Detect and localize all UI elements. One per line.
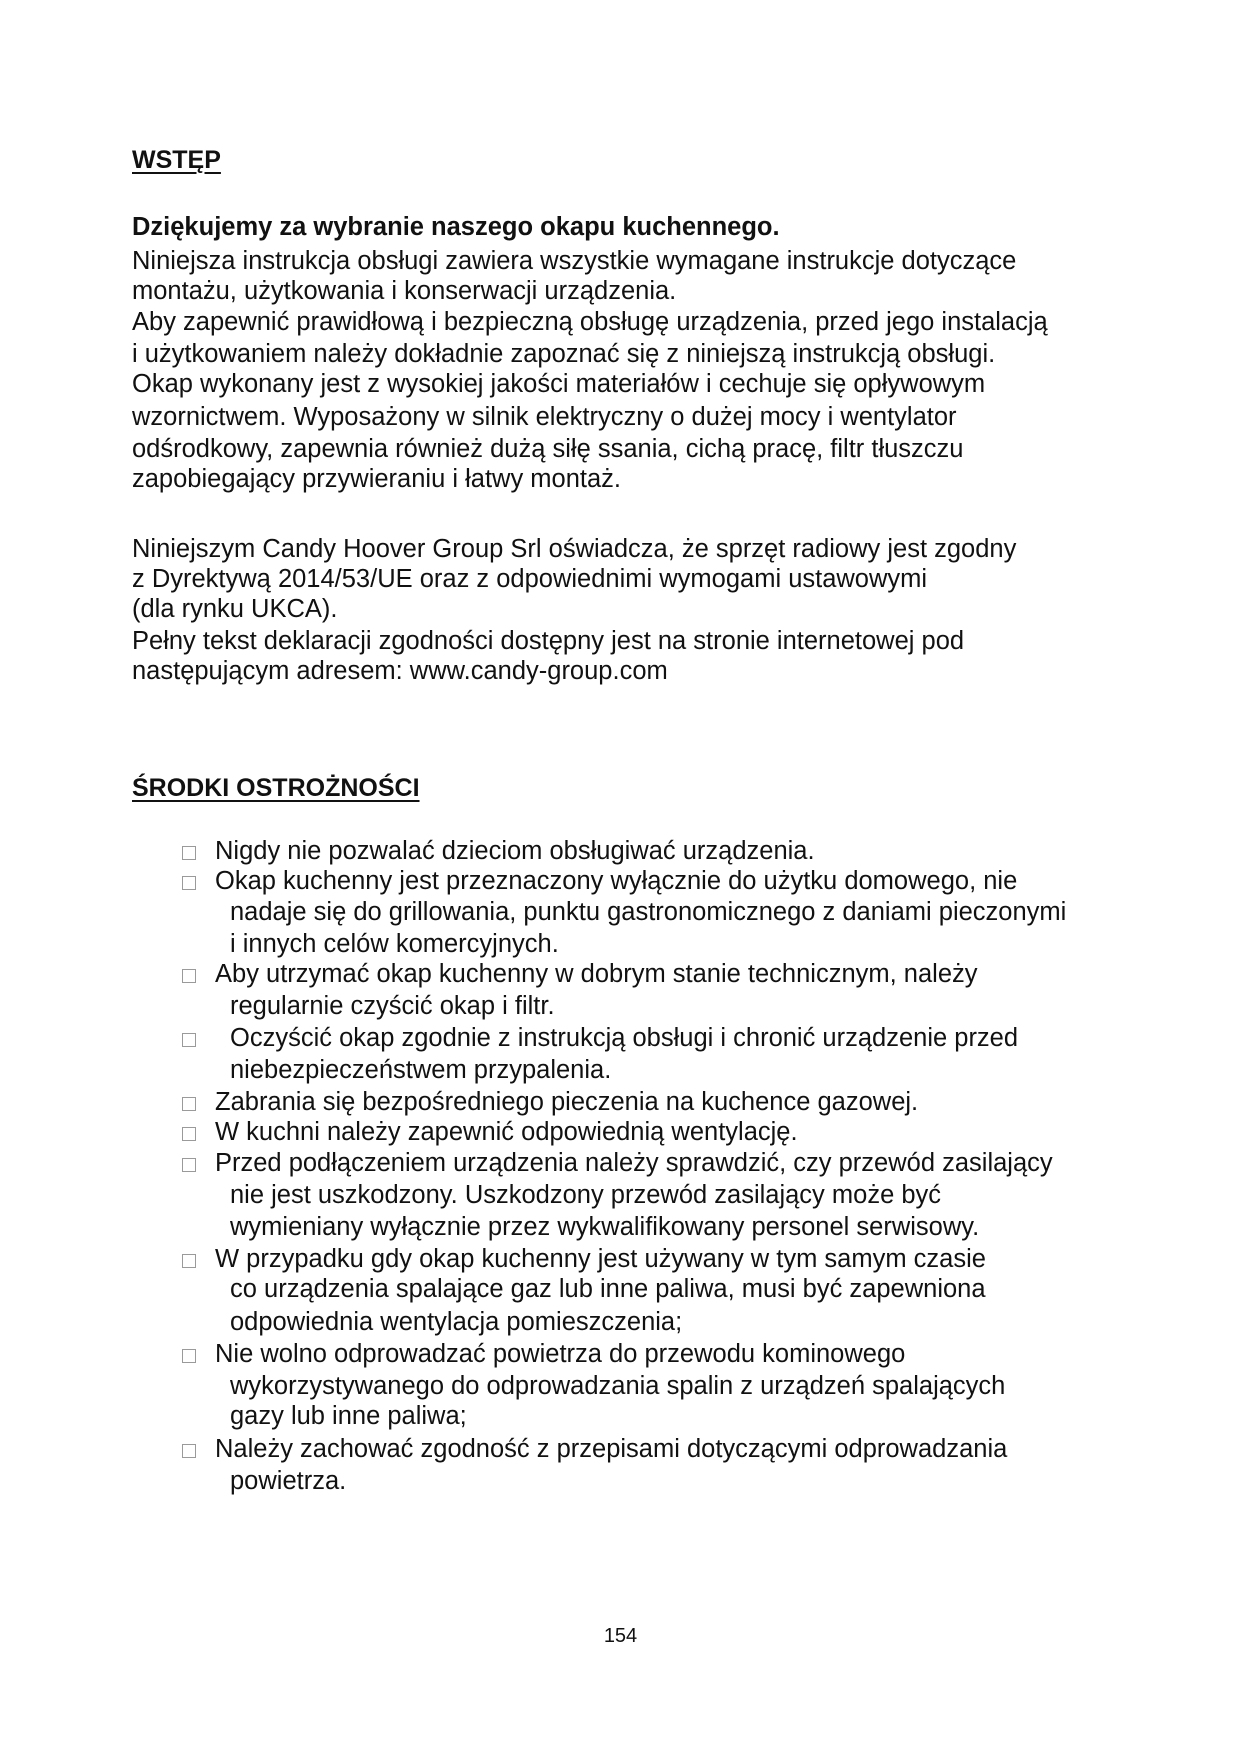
precaution-item-line: nie jest uszkodzony. Uszkodzony przewód zasilający może być bbox=[230, 1181, 942, 1209]
bullet-box bbox=[182, 876, 196, 890]
precaution-item-line: Zabrania się bezpośredniego pieczenia na kuchence gazowej. bbox=[215, 1088, 919, 1116]
intro-para2-line: następującym adresem: www.candy-group.com bbox=[132, 657, 668, 685]
intro-para2-line: z Dyrektywą 2014/53/UE oraz z odpowiednimi wymogami ustawowymi bbox=[132, 565, 928, 593]
precaution-item-line: Nigdy nie pozwalać dzieciom obsługiwać urządzenia. bbox=[215, 837, 815, 865]
intro-para1-line: wzornictwem. Wyposażony w silnik elektryczny o dużej mocy i wentylator bbox=[132, 403, 957, 431]
precaution-item-line: gazy lub inne paliwa; bbox=[230, 1402, 467, 1430]
intro-para1-line: Aby zapewnić prawidłową i bezpieczną obsługę urządzenia, przed jego instalacją bbox=[132, 308, 1048, 336]
precaution-item-line: regularnie czyścić okap i filtr. bbox=[230, 992, 555, 1020]
intro-para2-line: (dla rynku UKCA). bbox=[132, 595, 338, 623]
precaution-item-line: W kuchni należy zapewnić odpowiednią wentylację. bbox=[215, 1118, 798, 1146]
precaution-item-line: i innych celów komercyjnych. bbox=[230, 930, 559, 958]
bullet-box bbox=[182, 1349, 196, 1363]
intro-para2-line: Pełny tekst deklaracji zgodności dostępny jest na stronie internetowej pod bbox=[132, 627, 965, 655]
bullet-box bbox=[182, 969, 196, 983]
precautions-heading: ŚRODKI OSTROŻNOŚCI bbox=[132, 774, 420, 802]
bullet-box bbox=[182, 1158, 196, 1172]
precaution-item-line: wykorzystywanego do odprowadzania spalin z urządzeń spalających bbox=[230, 1372, 1006, 1400]
intro-para1-line: Okap wykonany jest z wysokiej jakości materiałów i cechuje się opływowym bbox=[132, 370, 986, 398]
precaution-item-line: wymieniany wyłącznie przez wykwalifikowany personel serwisowy. bbox=[230, 1213, 980, 1241]
intro-para1-line: i użytkowaniem należy dokładnie zapoznać się z niniejszą instrukcją obsługi. bbox=[132, 340, 996, 368]
bullet-box bbox=[182, 1254, 196, 1268]
precaution-item-line: Przed podłączeniem urządzenia należy sprawdzić, czy przewód zasilający bbox=[215, 1149, 1053, 1177]
intro-para1-line: odśrodkowy, zapewnia również dużą siłę ssania, cichą pracę, filtr tłuszczu bbox=[132, 435, 964, 463]
precaution-item-line: nadaje się do grillowania, punktu gastronomicznego z daniami pieczonymi bbox=[230, 898, 1067, 926]
precaution-item-line: W przypadku gdy okap kuchenny jest używany w tym samym czasie bbox=[215, 1245, 986, 1273]
precaution-item-line: odpowiednia wentylacja pomieszczenia; bbox=[230, 1308, 683, 1336]
page-number: 154 bbox=[603, 1625, 638, 1647]
intro-heading: WSTĘP bbox=[132, 146, 221, 174]
precaution-item-line: Należy zachować zgodność z przepisami dotyczącymi odprowadzania bbox=[215, 1435, 1008, 1463]
precaution-item-line: Aby utrzymać okap kuchenny w dobrym stanie technicznym, należy bbox=[215, 960, 978, 988]
intro-para2-line: Niniejszym Candy Hoover Group Srl oświadcza, że sprzęt radiowy jest zgodny bbox=[132, 535, 1017, 563]
bullet-box bbox=[182, 1444, 196, 1458]
intro-para1-line: Niniejsza instrukcja obsługi zawiera wszystkie wymagane instrukcje dotyczące bbox=[132, 247, 1017, 275]
precaution-item-line: Nie wolno odprowadzać powietrza do przewodu kominowego bbox=[215, 1340, 906, 1368]
precaution-item-line: Oczyścić okap zgodnie z instrukcją obsługi i chronić urządzenie przed bbox=[230, 1024, 1019, 1052]
precaution-item-line: Okap kuchenny jest przeznaczony wyłącznie do użytku domowego, nie bbox=[215, 867, 1018, 895]
bullet-box bbox=[182, 1097, 196, 1111]
intro-thanks: Dziękujemy za wybranie naszego okapu kuchennego. bbox=[132, 213, 780, 241]
precaution-item-line: co urządzenia spalające gaz lub inne paliwa, musi być zapewniona bbox=[230, 1275, 986, 1303]
bullet-box bbox=[182, 1127, 196, 1141]
bullet-box bbox=[182, 846, 196, 860]
precaution-item-line: powietrza. bbox=[230, 1467, 347, 1495]
precaution-item-line: niebezpieczeństwem przypalenia. bbox=[230, 1056, 612, 1084]
intro-para1-line: montażu, użytkowania i konserwacji urządzenia. bbox=[132, 277, 677, 305]
bullet-box bbox=[182, 1033, 196, 1047]
intro-para1-line: zapobiegający przywieraniu i łatwy montaż. bbox=[132, 465, 621, 493]
